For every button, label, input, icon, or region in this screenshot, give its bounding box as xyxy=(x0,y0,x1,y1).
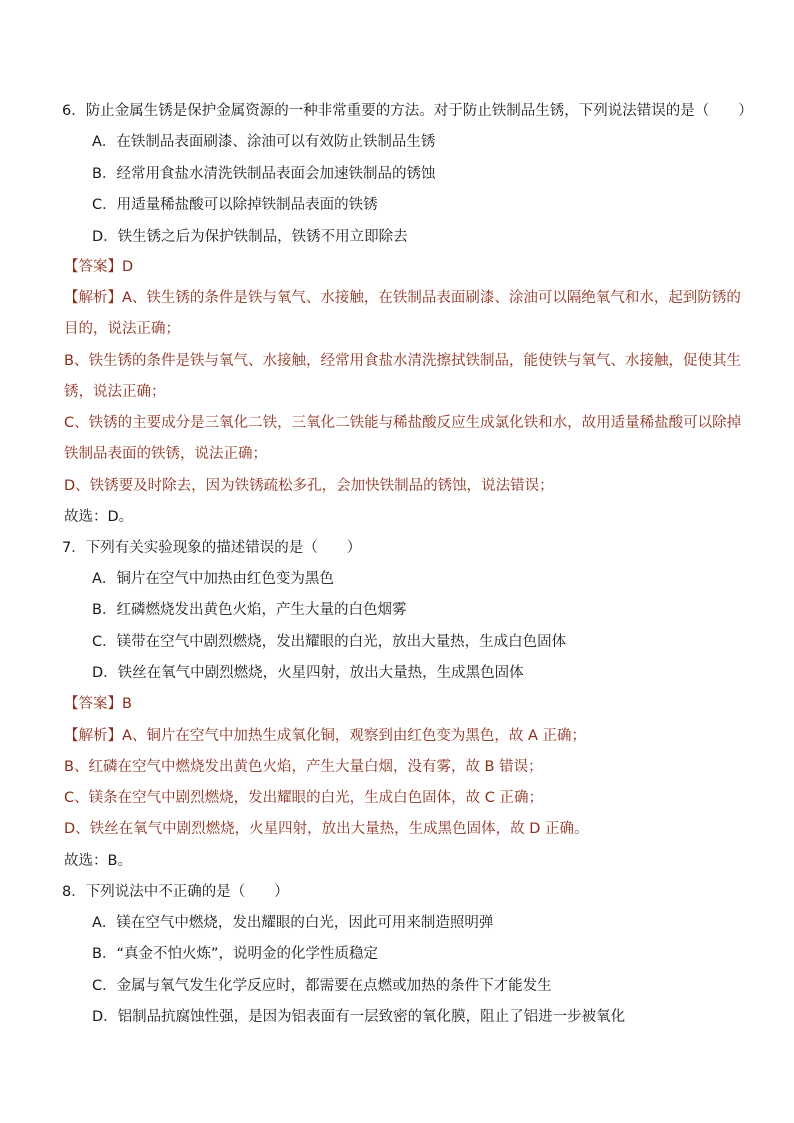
q7-option-a: A．铜片在空气中加热由红色变为黑色 xyxy=(92,571,334,587)
q7-explain-line-1 xyxy=(64,727,586,745)
q6-conclusion: 故选：D。 xyxy=(64,509,134,525)
q6-explain-line-5: C、铁锈的主要成分是三氧化二铁，三氧化二铁能与稀盐酸反应生成氯化铁和水，故用适量稀盐酸可以除掉 xyxy=(64,415,742,431)
q8-option-a: A．镁在空气中燃烧，发出耀眼的白光，因此可用来制造照明弹 xyxy=(92,915,494,931)
q6-explain-line-4: 锈，说法正确； xyxy=(64,384,166,400)
q6-option-a: A．在铁制品表面刷漆、涂油可以有效防止铁制品生锈 xyxy=(92,134,436,150)
explain-text: A、铜片在空气中加热生成氧化铜，观察到由红色变为黑色，故 A 正确； xyxy=(122,728,587,744)
explain-text: A、铁生锈的条件是铁与氧气、水接触，在铁制品表面刷漆、涂油可以隔绝氧气和水，起到防锈的 xyxy=(122,290,741,306)
q7-explain-line-2: B、红磷在空气中燃烧发出黄色火焰，产生大量白烟，没有雾，故 B 错误； xyxy=(64,759,543,775)
q6-option-c: C．用适量稀盐酸可以除掉铁制品表面的铁锈 xyxy=(92,197,378,213)
q8-stem: 8．下列说法中不正确的是（ ） xyxy=(62,884,289,900)
answer-label: 【答案】 xyxy=(64,696,122,712)
q7-explain-line-3: C、镁条在空气中剧烈燃烧，发出耀眼的白光，生成白色固体，故 C 正确； xyxy=(64,790,543,806)
q7-conclusion: 故选：B。 xyxy=(64,853,132,869)
answer-value: D xyxy=(122,259,134,275)
q7-explain-line-4: D、铁丝在氧气中剧烈燃烧，火星四射，放出大量热，生成黑色固体，故 D 正确。 xyxy=(64,821,589,837)
q7-option-c: C．镁带在空气中剧烈燃烧，发出耀眼的白光，放出大量热，生成白色固体 xyxy=(92,634,567,650)
q8-option-d: D．铝制品抗腐蚀性强，是因为铝表面有一层致密的氧化膜，阻止了铝进一步被氧化 xyxy=(92,1009,626,1025)
q6-explain-line-2: 目的，说法正确； xyxy=(64,321,180,337)
q6-answer xyxy=(64,258,133,276)
q6-explain-line-3: B、铁生锈的条件是铁与氧气、水接触，经常用食盐水清洗擦拭铁制品，能使铁与氧气、水接触，促使其生 xyxy=(64,353,741,369)
q6-explain-line-6: 铁制品表面的铁锈，说法正确； xyxy=(64,446,267,462)
q8-option-b: B．“真金不怕火炼”，说明金的化学性质稳定 xyxy=(92,946,378,962)
q6-explain-line-7: D、铁锈要及时除去，因为铁锈疏松多孔，会加快铁制品的锈蚀，说法错误； xyxy=(64,478,554,494)
answer-value: B xyxy=(122,696,132,712)
q8-option-c: C．金属与氧气发生化学反应时，都需要在点燃或加热的条件下才能发生 xyxy=(92,978,552,994)
q6-explain-line-1 xyxy=(64,289,741,307)
q7-option-d: D．铁丝在氧气中剧烈燃烧，火星四射，放出大量热，生成黑色固体 xyxy=(92,665,524,681)
q6-option-d: D．铁生锈之后为保护铁制品，铁锈不用立即除去 xyxy=(92,229,408,245)
q7-answer xyxy=(64,695,132,713)
explain-label: 【解析】 xyxy=(64,728,122,744)
explain-label: 【解析】 xyxy=(64,290,122,306)
q6-option-b: B．经常用食盐水清洗铁制品表面会加速铁制品的锈蚀 xyxy=(92,166,436,182)
q7-option-b: B．红磷燃烧发出黄色火焰，产生大量的白色烟雾 xyxy=(92,602,407,618)
q7-stem: 7．下列有关实验现象的描述错误的是（ ） xyxy=(62,540,362,556)
answer-label: 【答案】 xyxy=(64,259,122,275)
q6-stem: 6．防止金属生锈是保护金属资源的一种非常重要的方法。对于防止铁制品生锈，下列说法错误的是（ ） xyxy=(62,103,753,119)
